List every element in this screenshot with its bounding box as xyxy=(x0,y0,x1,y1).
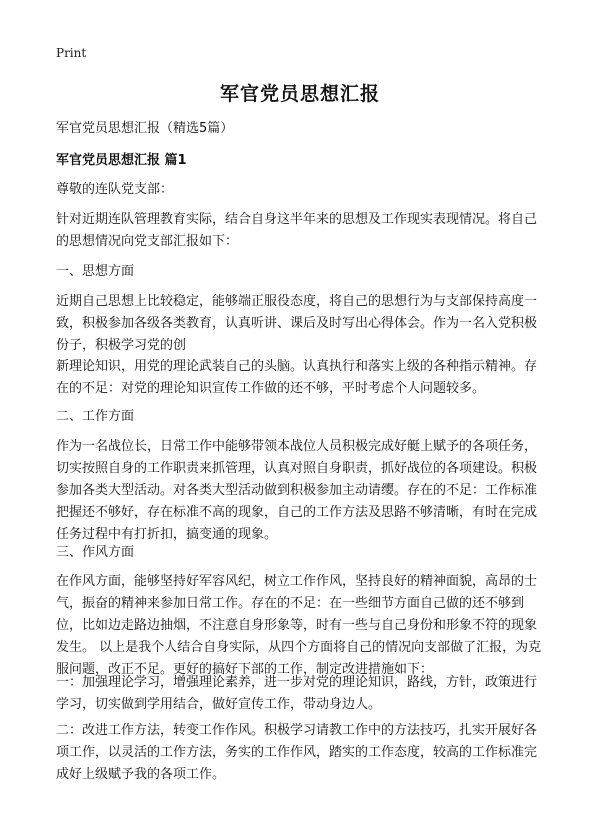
measure-one: 一：加强理论学习，增强理论素养，进一步对党的理论知识，路线，方针，政策进行学习，切实做到学用结合，做好宣传工作，带动身边人。 xyxy=(56,675,538,712)
paragraph-work: 作为一名战位长，日常工作中能够带领本战位人员积极完成好艇上赋予的各项任务，切实按照自身的工作职责来抓管理，认真对照自身职责，抓好战位的各项建设。积极参加各类大型活动。对各类大型活动做到积极参加主动请缨。存在的不足：工作标准把握还不够好，存在标准不高的现象，自己的工作方法及思路不够清晰，有时在完成任务过程中有打折扣，搞变通的现象。 xyxy=(56,439,538,542)
heading-style: 三、作风方面 xyxy=(56,545,135,560)
intro-paragraph: 针对近期连队管理教育实际，结合自身这半年来的思想及工作现实表现情况。将自己的思想情况向党支部汇报如下： xyxy=(56,212,538,249)
paragraph-thought-continued: 新理论知识，用党的理论武装自己的头脑。认真执行和落实上级的各种指示精神。存在的不足：对党的理论知识宣传工作做的还不够，平时考虑个人问题较多。 xyxy=(56,359,538,396)
heading-work: 二、工作方面 xyxy=(56,409,135,424)
page-title: 军官党员思想汇报 xyxy=(219,83,380,105)
paragraph-thought: 近期自己思想上比较稳定，能够端正服役态度，将自己的思想行为与支部保持高度一致，积极参加各级各类教育，认真听讲、课后及时写出心得体会。作为一名入党积极份子，积极学习党的创 xyxy=(56,294,538,353)
measure-two: 二：改进工作方法，转变工作作风。积极学习请教工作中的方法技巧，扎实开展好各项工作，以灵活的工作方法，务实的工作作风，踏实的工作态度，较高的工作标准完成好上级赋予我的各项工作。 xyxy=(56,723,538,782)
print-link[interactable]: Print xyxy=(56,46,87,60)
heading-thought: 一、思想方面 xyxy=(56,264,135,279)
document-subtitle: 军官党员思想汇报（精选5篇） xyxy=(56,121,234,136)
paragraph-style: 在作风方面，能够坚持好军容风纪，树立工作作风，坚持良好的精神面貌，高昂的士气，振奋的精神来参加日常工作。存在的不足：在一些细节方面自己做的还不够到位，比如边走路边抽烟，不注意自身形象等，时有一些与自己身份和形象不符的现象发生。 以上是我个人结合自身实际，从四个方面将自己的情况向支部做了汇报，为克服问题，改正不足。更好的搞好下部的工作，制定改进措施如下： xyxy=(56,574,542,677)
salutation: 尊敬的连队党支部： xyxy=(56,182,174,197)
section-title: 军官党员思想汇报 篇1 xyxy=(56,153,187,168)
